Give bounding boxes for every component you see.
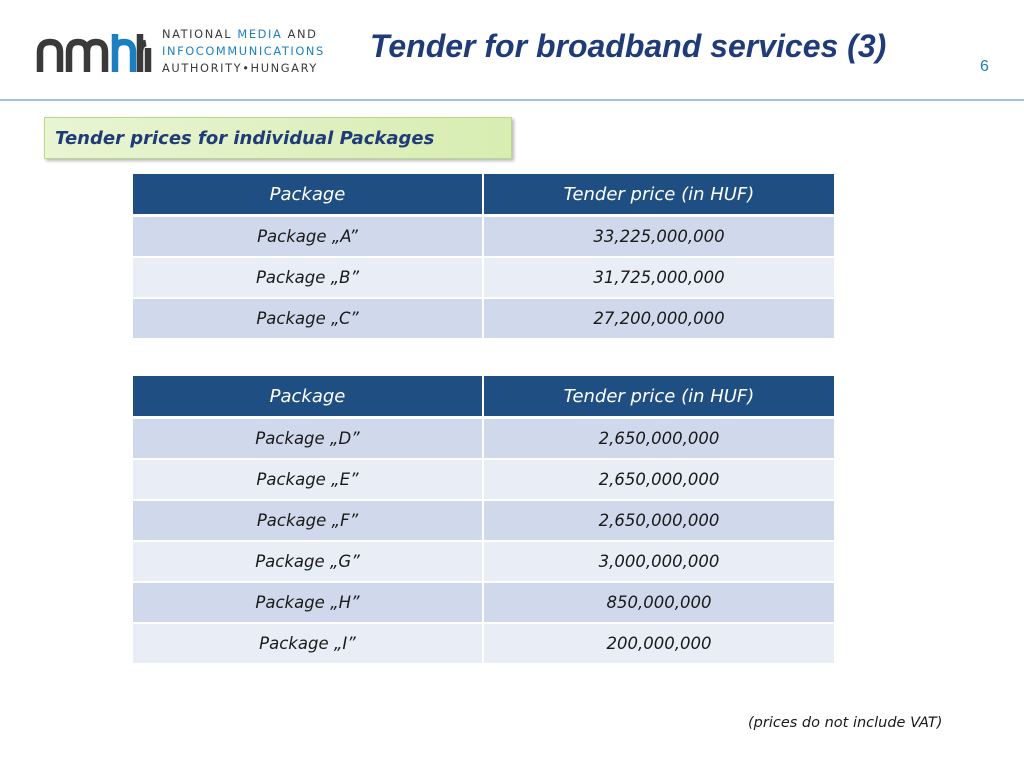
tender-price: 2,650,000,000	[483, 459, 834, 500]
table-row	[133, 582, 834, 623]
column-header-package: Package	[133, 376, 483, 418]
logo-line-2: INFOCOMMUNICATIONS	[162, 44, 325, 58]
table-header-row	[133, 376, 834, 418]
package-name: Package „H”	[133, 582, 483, 623]
table-row	[133, 418, 834, 460]
tender-price: 27,200,000,000	[483, 298, 834, 339]
table-row	[133, 298, 834, 339]
table-row	[133, 623, 834, 664]
package-name: Package „A”	[133, 216, 483, 258]
package-name: Package „F”	[133, 500, 483, 541]
price-table-abc	[133, 174, 834, 340]
tender-price: 2,650,000,000	[483, 500, 834, 541]
table-row	[133, 500, 834, 541]
column-header-price: Tender price (in HUF)	[483, 376, 834, 418]
tender-price: 3,000,000,000	[483, 541, 834, 582]
table-row	[133, 459, 834, 500]
header-divider	[0, 99, 1024, 101]
tender-price: 2,650,000,000	[483, 418, 834, 460]
price-table-di	[133, 376, 834, 665]
column-header-package: Package	[133, 174, 483, 216]
page-number: 6	[980, 58, 989, 75]
package-name: Package „E”	[133, 459, 483, 500]
tender-price: 200,000,000	[483, 623, 834, 664]
logo-wordmark	[162, 26, 325, 77]
logo-line-1: NATIONAL MEDIA AND	[162, 27, 318, 41]
table-row	[133, 257, 834, 298]
column-header-price: Tender price (in HUF)	[483, 174, 834, 216]
page-title: Tender for broadband services (3)	[370, 28, 887, 64]
tender-price: 33,225,000,000	[483, 216, 834, 258]
tender-price: 31,725,000,000	[483, 257, 834, 298]
table-row	[133, 216, 834, 258]
package-name: Package „D”	[133, 418, 483, 460]
logo-line-3: AUTHORITY•HUNGARY	[162, 61, 318, 75]
table-header-row	[133, 174, 834, 216]
table-row	[133, 541, 834, 582]
package-name: Package „B”	[133, 257, 483, 298]
tender-price: 850,000,000	[483, 582, 834, 623]
section-label: Tender prices for individual Packages	[44, 117, 512, 159]
package-name: Package „C”	[133, 298, 483, 339]
vat-footnote: (prices do not include VAT)	[748, 715, 943, 731]
package-name: Package „I”	[133, 623, 483, 664]
package-name: Package „G”	[133, 541, 483, 582]
nmhh-logo-mark	[36, 26, 152, 78]
